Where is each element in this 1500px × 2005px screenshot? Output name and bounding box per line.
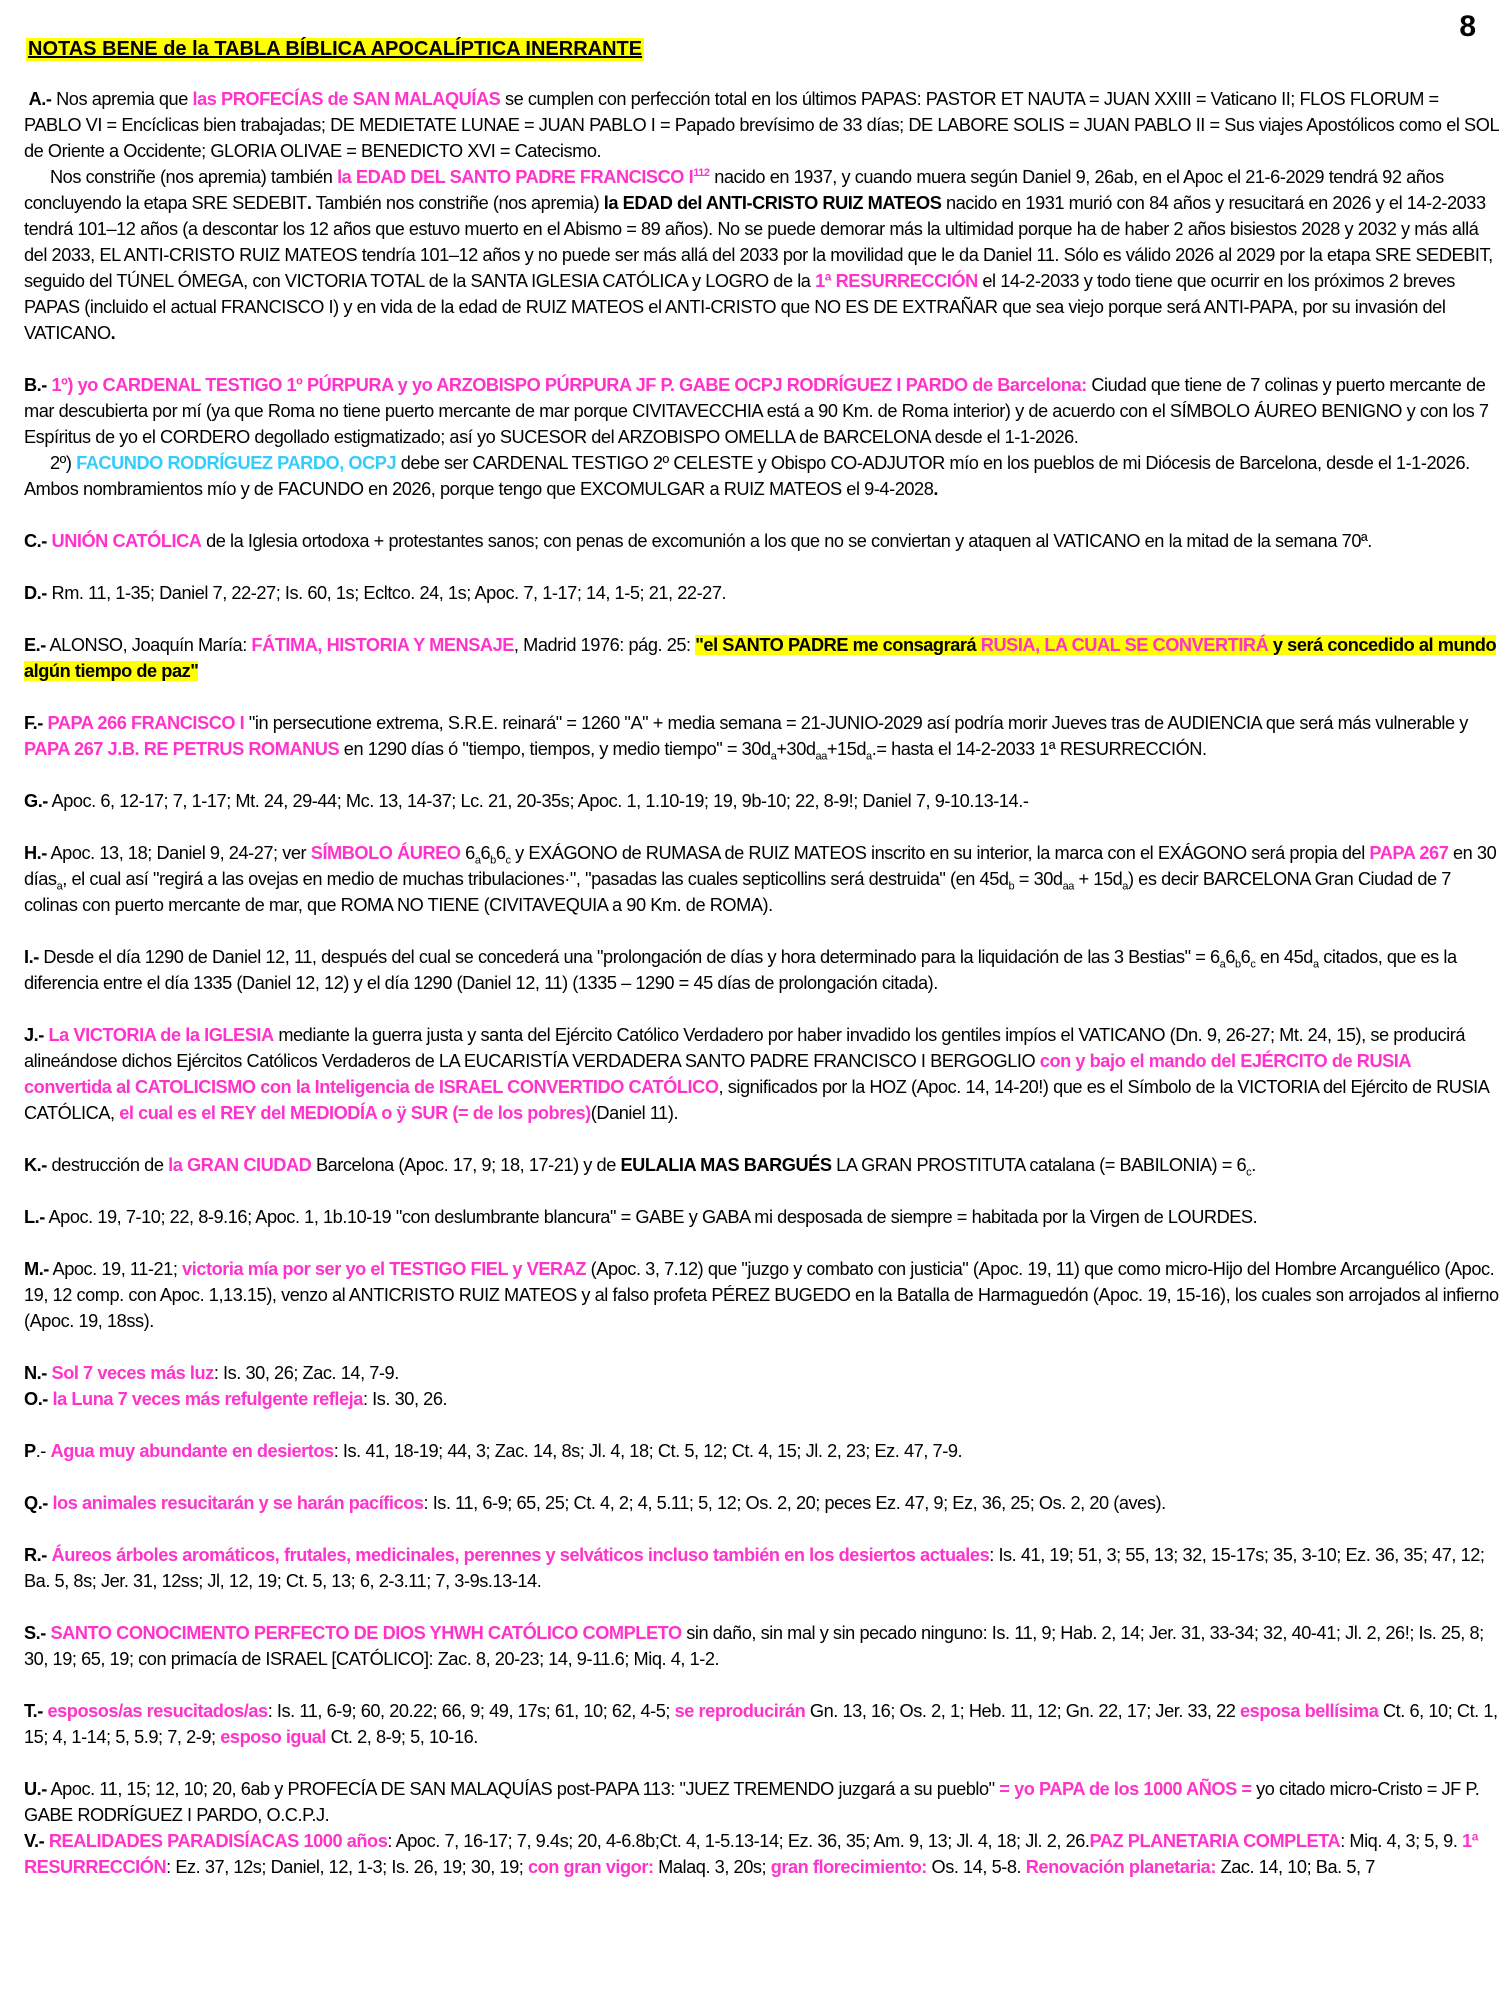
note-e: E.- ALONSO, Joaquín María: FÁTIMA, HISTORIA Y MENSAJE, Madrid 1976: pág. 25: "el SANTO PADRE me consagrará RUSIA, LA CUAL SE CONVERTIRÁ y será concedido al mundo algún tiempo de paz" <box>24 635 1497 681</box>
note-n: N.- Sol 7 veces más luz: Is. 30, 26; Zac. 14, 7-9. <box>24 1363 399 1383</box>
notes-body <box>24 86 1500 1880</box>
note-p: P.- Agua muy abundante en desiertos: Is. 41, 18-19; 44, 3; Zac. 14, 8s; Jl. 4, 18; Ct. 5, 12; Ct. 4, 15; Jl. 2, 23; Ez. 47, 7-9. <box>24 1441 963 1461</box>
note-h: H.- Apoc. 13, 18; Daniel 9, 24-27; ver SÍMBOLO ÁUREO $6_a6_b6_c$ y EXÁGONO de RUMASA de RUIZ MATEOS inscrito en su interior, la marca con el EXÁGONO será propia del PAPA 267 en 30 días$_a$, el cual así "regirá a las ovejas en medio de muchas tribulaciones·", "pasadas las cuales septicollins será destruida" (en $45d_b = 30d_{aa} + 15d_a$) es decir BARCELONA Gran Ciudad de 7 colinas con puerto mercante de mar, que ROMA NO TIENE (CIVITAVEQUIA a 90 Km. de ROMA). <box>24 843 1497 915</box>
note-i: I.- Desde el día 1290 de Daniel 12, 11, después del cual se concederá una "prolongación de días y hora determinado para la liquidación de las 3 Bestias" = $6_a6_b6_c$ en $45d_a$ citados, que es la diferencia entre el día 1335 (Daniel 12, 12) y el día 1290 (Daniel 12, 11) (1335 – 1290 = 45 días de prolongación citada). <box>24 947 1457 993</box>
note-t: T.- esposos/as resucitados/as: Is. 11, 6-9; 60, 20.22; 66, 9; 49, 17s; 61, 10; 62, 4-5; se reproducirán Gn. 13, 16; Os. 2, 1; Heb. 11, 12; Gn. 22, 17; Jer. 33, 22 esposa bellísima Ct. 6, 10; Ct. 1, 15; 4, 1-14; 5, 5.9; 7, 2-9; esposo igual Ct. 2, 8-9; 5, 10-16. <box>24 1701 1498 1747</box>
note-l: L.- Apoc. 19, 7-10; 22, 8-9.16; Apoc. 1, 1b.10-19 "con deslumbrante blancura" = GABE y GABA mi desposada de siempre = habitada por la Virgen de LOURDES. <box>24 1207 1258 1227</box>
note-q: Q.- los animales resucitarán y se harán pacíficos: Is. 11, 6-9; 65, 25; Ct. 4, 2; 4, 5.11; 5, 12; Os. 2, 20; peces Ez. 47, 9; Ez, 36, 25; Os. 2, 20 (aves). <box>24 1493 1166 1513</box>
page-number: 8 <box>1459 10 1476 43</box>
note-s: S.- SANTO CONOCIMENTO PERFECTO DE DIOS YHWH CATÓLICO COMPLETO sin daño, sin mal y sin pecado ninguno: Is. 11, 9; Hab. 2, 14; Jer. 31, 33-34; 32, 40-41; Jl. 2, 26!; Is. 25, 8; 30, 19; 65, 19; con primacía de ISRAEL [CATÓLICO]: Zac. 8, 20-23; 14, 9-11.6; Miq. 4, 1-2. <box>24 1623 1484 1669</box>
note-j: J.- La VICTORIA de la IGLESIA mediante la guerra justa y santa del Ejército Católico Verdadero por haber invadido los gentiles impíos el VATICANO (Dn. 9, 26-27; Mt. 24, 15), se producirá alineándose dichos Ejércitos Católicos Verdaderos de LA EUCARISTÍA VERDADERA SANTO PADRE FRANCISCO I BERGOGLIO con y bajo el mando del EJÉRCITO de RUSIA convertida al CATOLICISMO con la Inteligencia de ISRAEL CONVERTIDO CATÓLICO, significados por la HOZ (Apoc. 14, 14-20!) que es el Símbolo de la VICTORIA del Ejército de RUSIA CATÓLICA, el cual es el REY del MEDIODÍA o ÿ SUR (= de los pobres)(Daniel 11). <box>24 1025 1489 1123</box>
note-g: G.- Apoc. 6, 12-17; 7, 1-17; Mt. 24, 29-44; Mc. 13, 14-37; Lc. 21, 20-35s; Apoc. 1, 1.10-19; 19, 9b-10; 22, 8-9!; Daniel 7, 9-10.13-14.- <box>24 791 1029 811</box>
note-b: B.- 1º) yo CARDENAL TESTIGO 1º PÚRPURA y yo ARZOBISPO PÚRPURA JF P. GABE OCPJ RODRÍGUEZ I PARDO de Barcelona: Ciudad que tiene de 7 colinas y puerto mercante de mar descubierta por mí (ya que Roma no tiene puerto mercante de mar porque CIVITAVECCHIA está a 90 Km. de Roma interior) y de acuerdo con el SÍMBOLO ÁUREO BENIGNO y con los 7 Espíritus de yo el CORDERO degollado estigmatizado; así yo SUCESOR del ARZOBISPO OMELLA de BARCELONA desde el 1-1-2026. <box>24 375 1489 447</box>
note-a: A.- Nos apremia que las PROFECÍAS de SAN MALAQUÍAS se cumplen con perfección total en los últimos PAPAS: PASTOR ET NAUTA = JUAN XXIII = Vaticano II; FLOS FLORUM = PABLO VI = Encíclicas bien trabajadas; DE MEDIETATE LUNAE = JUAN PABLO I = Papado brevísimo de 33 días; DE LABORE SOLIS = JUAN PABLO II = Sus viajes Apostólicos como el SOL de Oriente a Occidente; GLORIA OLIVAE = BENEDICTO XVI = Catecismo. <box>24 89 1499 161</box>
note-m: M.- Apoc. 19, 11-21; victoria mía por ser yo el TESTIGO FIEL y VERAZ (Apoc. 3, 7.12) que "juzgo y combato con justicia" (Apoc. 19, 11) que como micro-Hijo del Hombre Arcanguélico (Apoc. 19, 12 comp. con Apoc. 1,13.15), venzo al ANTICRISTO RUIZ MATEOS y al falso profeta PÉREZ BUGEDO en la Batalla de Harmaguedón (Apoc. 19, 15-16), los cuales son arrojados al infierno (Apoc. 19, 18ss). <box>24 1259 1499 1331</box>
note-v: V.- REALIDADES PARADISÍACAS 1000 años: Apoc. 7, 16-17; 7, 9.4s; 20, 4-6.8b;Ct. 4, 1-5.13-14; Ez. 36, 35; Am. 9, 13; Jl. 4, 18; Jl. 2, 26.PAZ PLANETARIA COMPLETA: Miq. 4, 3; 5, 9. 1ª RESURRECCIÓN: Ez. 37, 12s; Daniel, 12, 1-3; Is. 26, 19; 30, 19; con gran vigor: Malaq. 3, 20s; gran florecimiento: Os. 14, 5-8. Renovación planetaria: Zac. 14, 10; Ba. 5, 7 <box>24 1831 1478 1877</box>
note-k: K.- destrucción de la GRAN CIUDAD Barcelona (Apoc. 17, 9; 18, 17-21) y de EULALIA MAS BARGUÉS LA GRAN PROSTITUTA catalana (= BABILONIA) = $6_c$. <box>24 1155 1256 1179</box>
page-title: NOTAS BENE de la TABLA BÍBLICA APOCALÍPTICA INERRANTE <box>28 38 643 60</box>
note-r: R.- Áureos árboles aromáticos, frutales, medicinales, perennes y selváticos incluso también en los desiertos actuales: Is. 41, 19; 51, 3; 55, 13; 32, 15-17s; 35, 3-10; Ez. 36, 35; 47, 12; Ba. 5, 8s; Jer. 31, 12ss; Jl, 12, 19; Ct. 5, 13; 6, 2-3.11; 7, 3-9s.13-14. <box>24 1545 1485 1591</box>
note-c: C.- UNIÓN CATÓLICA de la Iglesia ortodoxa + protestantes sanos; con penas de excomunión a los que no se conviertan y ataquen al VATICANO en la mitad de la semana 70ª. <box>24 531 1372 551</box>
note-u: U.- Apoc. 11, 15; 12, 10; 20, 6ab y PROFECÍA DE SAN MALAQUÍAS post-PAPA 113: "JUEZ TREMENDO juzgará a su pueblo" = yo PAPA de los 1000 AÑOS = yo citado micro-Cristo = JF P. GABE RODRÍGUEZ I PARDO, O.C.P.J. <box>24 1779 1480 1825</box>
note-f: F.- PAPA 266 FRANCISCO I "in persecutione extrema, S.R.E. reinará" = 1260 "A" + media semana = 21-JUNIO-2029 así podría morir Jueves tras de AUDIENCIA que será más vulnerable y PAPA 267 J.B. RE PETRUS ROMANUS en 1290 días ó "tiempo, tiempos, y medio tiempo" = $30d_a+30d_{aa}+15d_a.=$ hasta el 14-2-2033 1ª RESURRECCIÓN. <box>24 713 1468 763</box>
note-a-cont: Nos constriñe (nos apremia) también la EDAD DEL SANTO PADRE FRANCISCO $I^{112}$ nacido en 1937, y cuando muera según Daniel 9, 26ab, en el Apoc el 21-6-2029 tendrá 92 años concluyendo la etapa SRE SEDEBIT. También nos constriñe (nos apremia) la EDAD del ANTI-CRISTO RUIZ MATEOS nacido en 1931 murió con 84 años y resucitará en 2026 y el 14-2-2033 tendrá 101–12 años (a descontar los 12 años que estuvo muerto en el Abismo = 89 años). No se puede demorar más la ultimidad porque ha de haber 2 años bisiestos 2028 y 2032 y más allá del 2033, EL ANTI-CRISTO RUIZ MATEOS tendría 101–12 años y no puede ser más allá del 2033 por la movilidad que le da Daniel 11. Sólo es válido 2026 al 2029 por la etapa SRE SEDEBIT, seguido del TÚNEL ÓMEGA, con VICTORIA TOTAL de la SANTA IGLESIA CATÓLICA y LOGRO de la 1ª RESURRECCIÓN el 14-2-2033 y todo tiene que ocurrir en los próximos 2 breves PAPAS (incluido el actual FRANCISCO I) y en vida de la edad de RUIZ MATEOS el ANTI-CRISTO que NO ES DE EXTRAÑAR que sea viejo porque será ANTI-PAPA, por su invasión del VATICANO. <box>24 166 1493 343</box>
note-b-cont: 2º) FACUNDO RODRÍGUEZ PARDO, OCPJ debe ser CARDENAL TESTIGO 2º CELESTE y Obispo CO-ADJUTOR mío en los pueblos de mi Diócesis de Barcelona, desde el 1-1-2026. Ambos nombramientos mío y de FACUNDO en 2026, porque tengo que EXCOMULGAR a RUIZ MATEOS el 9-4-2028. <box>24 453 1470 499</box>
note-o: O.- la Luna 7 veces más refulgente refleja: Is. 30, 26. <box>24 1389 448 1409</box>
note-d: D.- Rm. 11, 1-35; Daniel 7, 22-27; Is. 60, 1s; Ecltco. 24, 1s; Apoc. 7, 1-17; 14, 1-5; 21, 22-27. <box>24 583 727 603</box>
